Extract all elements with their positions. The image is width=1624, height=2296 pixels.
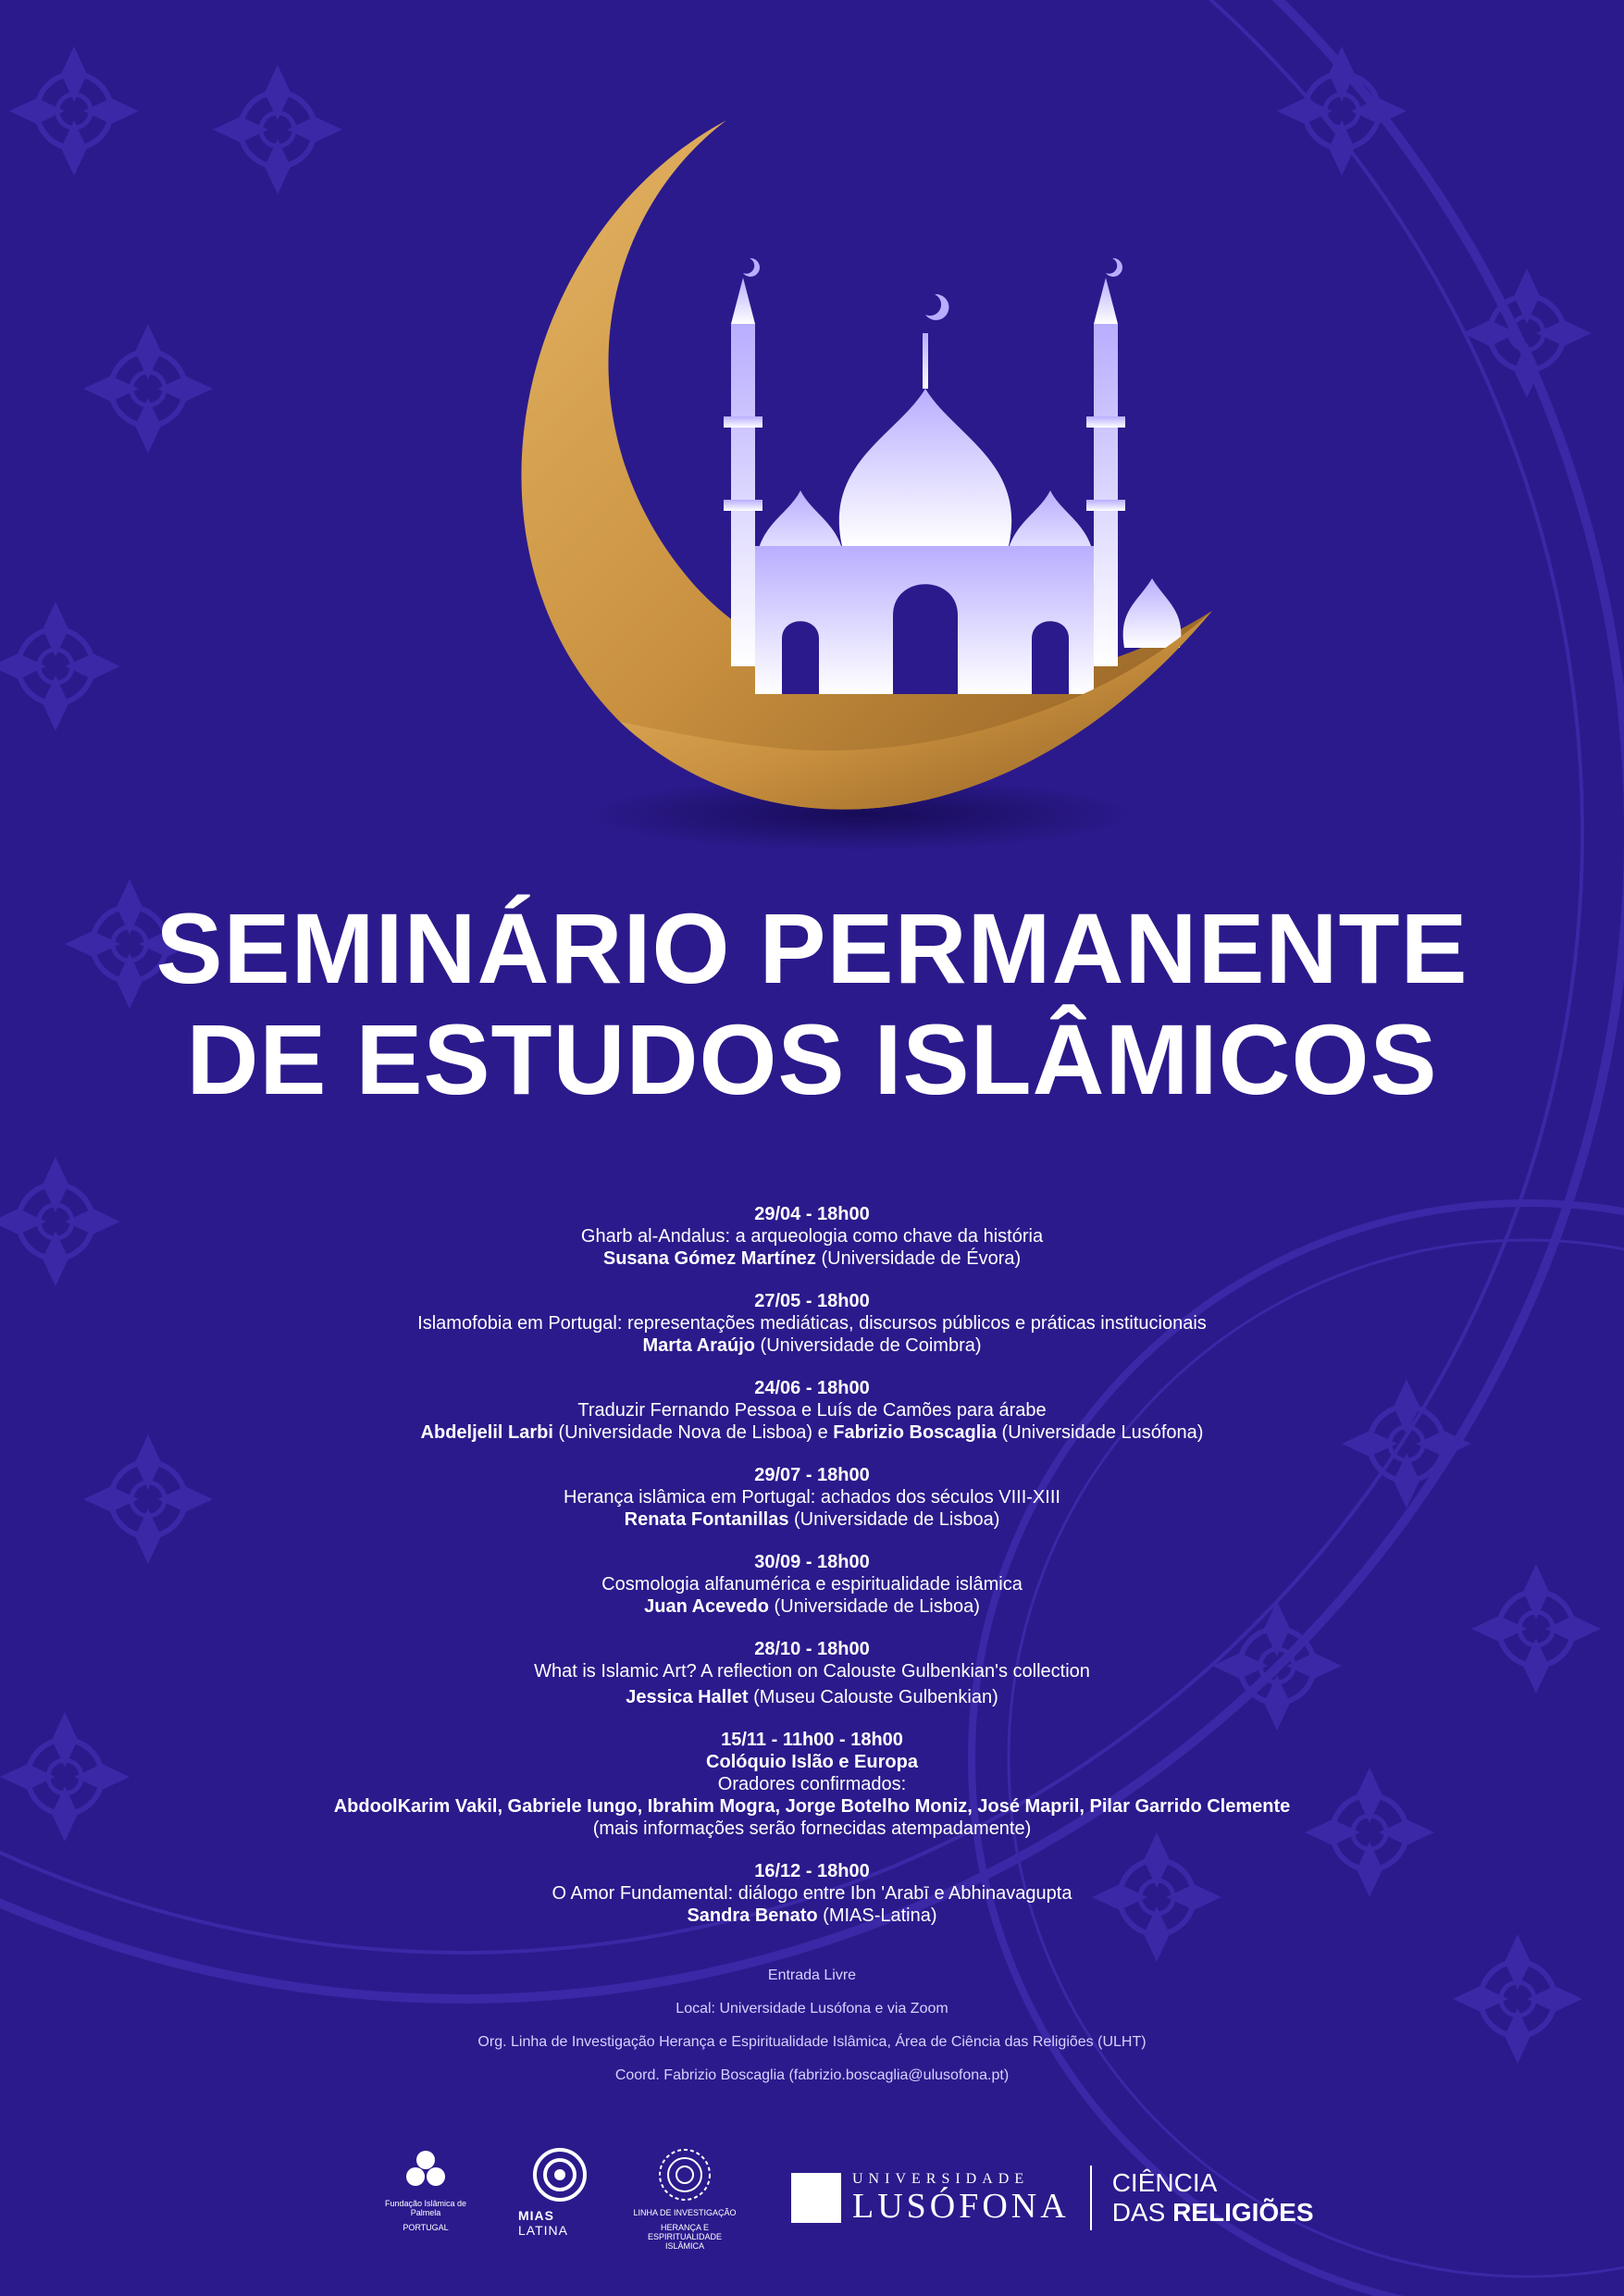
logo-universidade-lusofona (791, 2166, 1314, 2230)
mias-rest: LATINA (518, 2223, 568, 2238)
session-1 (0, 1203, 1624, 1270)
session-speaker-2: Fabrizio Boscaglia (833, 1422, 997, 1443)
linha-rosette-icon (657, 2147, 713, 2203)
event-info (0, 1967, 1624, 2100)
session-topic: O Amor Fundamental: diálogo entre Ibn 'Arabī e Abhinavagupta (552, 1883, 1072, 1904)
session-date: 30/09 - 18h00 (754, 1552, 870, 1572)
session-affiliation-2: (Universidade Lusófona) (997, 1422, 1204, 1443)
session-date: 29/04 - 18h00 (754, 1204, 870, 1224)
session-speaker: Jessica Hallet (626, 1687, 749, 1707)
sponsor-logos (0, 2138, 1624, 2251)
session-topic: Cosmologia alfanumérica e espiritualidade islâmica (601, 1574, 1023, 1595)
cr-line-2a: DAS (1111, 2198, 1173, 2227)
session-affiliation: (Universidade Nova de Lisboa) e (552, 1422, 834, 1443)
coordinator-text: Coord. Fabrizio Boscaglia (fabrizio.boscaglia@ulusofona.pt) (614, 2067, 1010, 2083)
session-speaker: Abdeljelil Larbi (420, 1422, 553, 1443)
session-speaker: Juan Acevedo (644, 1596, 769, 1617)
session-speaker: Renata Fontanillas (624, 1509, 789, 1530)
session-topic: Herança islâmica em Portugal: achados dos séculos VIII-XIII (564, 1487, 1060, 1508)
uni-main-text: LUSÓFONA (852, 2187, 1070, 2226)
colloquium-name: Colóquio Islão e Europa (706, 1752, 918, 1772)
session-affiliation: (Museu Calouste Gulbenkian) (748, 1687, 998, 1707)
fundacao-emblem-icon (403, 2147, 449, 2193)
session-4 (0, 1464, 1624, 1531)
logo-fundacao-islamica (375, 2147, 477, 2232)
session-affiliation: (Universidade de Évora) (815, 1248, 1022, 1269)
session-6 (0, 1638, 1624, 1708)
cr-line-1: CIÊNCIA (1111, 2168, 1218, 2197)
session-date: 28/10 - 18h00 (754, 1639, 870, 1659)
session-date: 24/06 - 18h00 (754, 1378, 870, 1398)
title-line-2: DE ESTUDOS ISLÂMICOS (186, 1003, 1438, 1115)
session-topic: Traduzir Fernando Pessoa e Luís de Camões para árabe (577, 1400, 1047, 1421)
fundacao-country: PORTUGAL (403, 2223, 449, 2232)
mias-mandala-icon (532, 2147, 588, 2203)
lusofona-emblem-icon (791, 2173, 841, 2223)
colloquium-date: 15/11 - 11h00 - 18h00 (721, 1730, 903, 1750)
uni-top-text: UNIVERSIDADE (852, 2171, 1030, 2187)
entry-text: Entrada Livre (767, 1967, 857, 1983)
session-speaker: Marta Araújo (642, 1335, 755, 1356)
logo-divider (1090, 2166, 1092, 2230)
session-date: 27/05 - 18h00 (754, 1291, 870, 1311)
page-title (0, 893, 1624, 1115)
logo-mias-latina (518, 2147, 601, 2238)
fundacao-name: Fundação Islâmica de Palmela (384, 2199, 467, 2217)
session-topic: Gharb al-Andalus: a arqueologia como chave da história (580, 1226, 1044, 1247)
linha-title: LINHA DE INVESTIGAÇÃO (633, 2208, 737, 2217)
session-speaker: Sandra Benato (687, 1905, 818, 1926)
session-3 (0, 1377, 1624, 1444)
session-affiliation: (MIAS-Latina) (817, 1905, 937, 1926)
session-date: 16/12 - 18h00 (754, 1861, 870, 1881)
session-2 (0, 1290, 1624, 1357)
session-topic: What is Islamic Art? A reflection on Calouste Gulbenkian's collection (534, 1661, 1090, 1682)
colloquium-note: (mais informações serão fornecidas atempadamente) (592, 1818, 1032, 1839)
title-line-1: SEMINÁRIO PERMANENTE (155, 892, 1469, 1004)
program-list (0, 1203, 1624, 1947)
colloquium (0, 1729, 1624, 1840)
session-last (0, 1860, 1624, 1927)
location-text: Local: Universidade Lusófona e via Zoom (676, 2001, 948, 2017)
colloquium-label: Oradores confirmados: (717, 1774, 907, 1794)
colloquium-speakers: AbdoolKarim Vakil, Gabriele Iungo, Ibrahim Mogra, Jorge Botelho Moniz, José Mapril, Pilar Garrido Clemente (333, 1796, 1291, 1817)
session-5 (0, 1551, 1624, 1618)
session-affiliation: (Universidade de Coimbra) (754, 1335, 982, 1356)
session-affiliation: (Universidade de Lisboa) (768, 1596, 980, 1617)
session-date: 29/07 - 18h00 (754, 1465, 870, 1485)
logo-linha-investigacao (629, 2147, 740, 2251)
session-topic: Islamofobia em Portugal: representações mediáticas, discursos públicos e práticas institucionais (417, 1313, 1207, 1334)
logo-ciencia-religioes (1112, 2168, 1314, 2228)
linha-subtitle: HERANÇA E ESPIRITUALIDADE ISLÂMICA (647, 2223, 723, 2251)
session-speaker: Susana Gómez Martínez (602, 1248, 816, 1269)
mias-bold: MIAS (518, 2208, 554, 2223)
cr-line-2b: RELIGIÕES (1172, 2198, 1314, 2227)
crescent-mosque-illustration (463, 111, 1258, 870)
organizer-text: Org. Linha de Investigação Herança e Espiritualidade Islâmica, Área de Ciência das Religiões (ULHT) (477, 2034, 1147, 2050)
session-affiliation: (Universidade de Lisboa) (788, 1509, 1000, 1530)
